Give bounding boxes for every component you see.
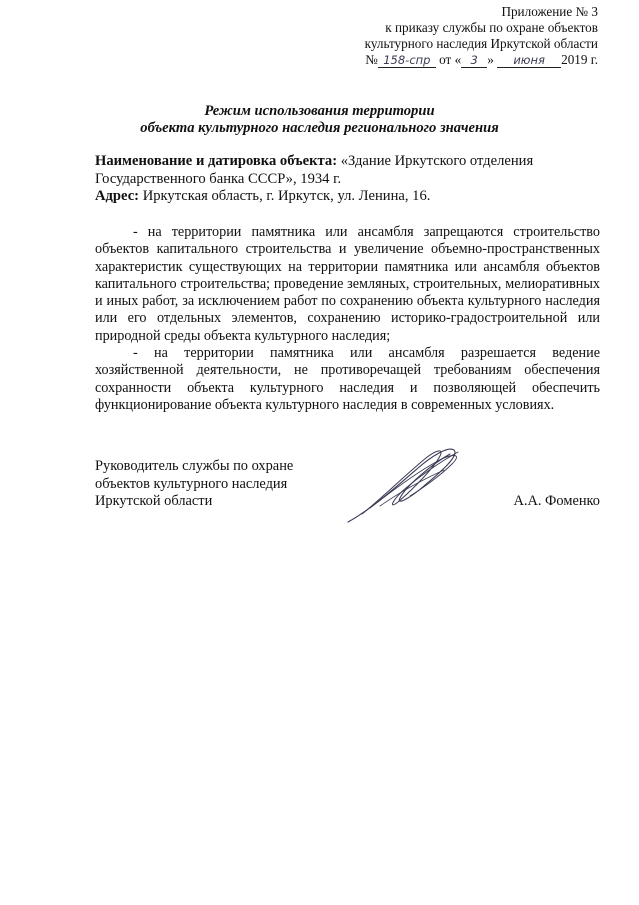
signatory-line-3: Иркутской области [95,493,213,509]
appendix-order-ref: к приказу службы по охране объектов [385,20,598,35]
signatory-line-2: объектов культурного наследия [95,475,288,492]
permissions-paragraph: - на территории памятника или ансамбля разрешается ведение хозяйственной деятельности, не противоречащей требованиям обеспечения сохранности объекта культурного наследия и позволяющей обеспечить функционирование объекта культурного наследия в современных условиях. [95,345,600,413]
order-number-prefix: № [365,52,378,67]
title-line-2: объекта культурного наследия регионального значения [140,120,499,136]
appendix-number: Приложение № 3 [501,4,598,19]
order-date-prefix: от « [439,52,462,67]
object-address-row [95,188,600,206]
signatory-line-1: Руководитель службы по охране [95,458,294,474]
order-month-handwritten: июня [497,54,561,68]
order-year: 2019 г. [561,52,598,67]
order-number-handwritten: 158-спр [378,54,436,68]
handwritten-signature [340,440,470,530]
object-name-value: «Здание Иркутского отделения Государственного банка СССР», 1934 г. [95,153,534,187]
object-name-row [95,153,600,188]
order-number-line [238,52,598,68]
regime-body [95,224,600,414]
object-info [95,153,600,206]
document-title [0,103,639,137]
appendix-header [238,4,598,68]
prohibitions-paragraph: - на территории памятника или ансамбля запрещаются строительство объектов капитального строительства и увеличение объемно-пространственных характеристик существующих на территории памятника или ансамбля объектов капитального строительства; проведение земляных, строительных, мелиоративных и иных работ, за исключением работ по сохранению объекта культурного наследия или его отдельных элементов, сохранению историко-градостроительной или природной среды объекта культурного наследия; [95,224,600,344]
object-address-label: Адрес: [95,188,140,204]
order-date-quote: » [487,52,494,67]
appendix-authority: культурного наследия Иркутской области [364,36,598,51]
object-address-value: Иркутская область, г. Иркутск, ул. Ленина, 16. [142,188,431,204]
signatory-position [95,458,355,511]
title-line-1: Режим использования территории [204,103,435,119]
object-name-label: Наименование и датировка объекта: [95,153,338,169]
signatory-name: А.А. Фоменко [513,493,600,509]
order-day-handwritten: 3 [461,54,487,68]
